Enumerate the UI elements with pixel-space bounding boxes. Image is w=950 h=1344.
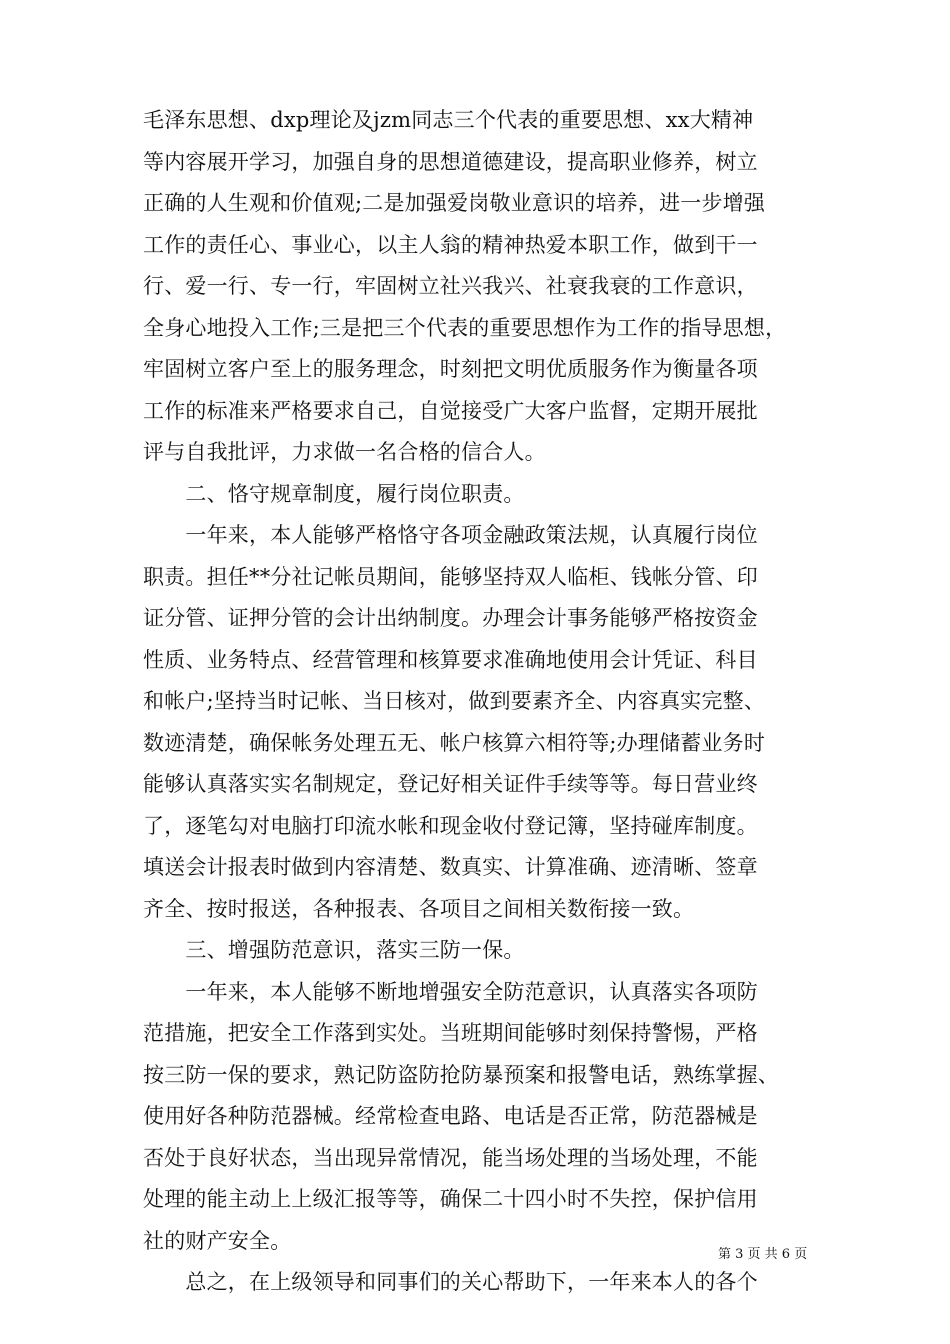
text-line: 范措施，把安全工作落到实处。当班期间能够时刻保持警惕，严格 bbox=[143, 1021, 758, 1045]
text-line: 总之，在上级领导和同事们的关心帮助下，一年来本人的各个 bbox=[143, 1270, 758, 1294]
text-line: 等内容展开学习，加强自身的思想道德建设，提高职业修养，树立 bbox=[143, 149, 758, 174]
text-line: 毛泽东思想、dxp理论及jzm同志三个代表的重要思想、xx大精神 bbox=[143, 108, 754, 132]
text-line: 职责。担任**分社记帐员期间，能够坚持双人临柜、钱帐分管、印 bbox=[143, 564, 758, 589]
text-line: 齐全、按时报送，各种报表、各项目之间相关数衔接一致。 bbox=[143, 896, 695, 921]
text-line: 社的财产安全。 bbox=[143, 1228, 292, 1253]
text-line: 一年来，本人能够不断地增强安全防范意识，认真落实各项防 bbox=[143, 979, 758, 1004]
text-line: 工作的责任心、事业心，以主人翁的精神热爱本职工作，做到干一 bbox=[143, 232, 758, 257]
text-line: 性质、业务特点、经营管理和核算要求准确地使用会计凭证、科目 bbox=[143, 647, 758, 672]
section-heading: 二、恪守规章制度，履行岗位职责。 bbox=[143, 481, 525, 506]
text-line: 填送会计报表时做到内容清楚、数真实、计算准确、迹清晰、签章 bbox=[143, 855, 758, 879]
page-number-footer: 第 3 页 共 6 页 bbox=[718, 1247, 808, 1262]
text-line: 一年来，本人能够严格恪守各项金融政策法规，认真履行岗位 bbox=[143, 523, 758, 547]
text-line: 按三防一保的要求，熟记防盗防抢防暴预案和报警电话，熟练掌握、 bbox=[143, 1062, 779, 1087]
text-line: 全身心地投入工作;三是把三个代表的重要思想作为工作的指导思想， bbox=[143, 315, 787, 340]
text-line: 处理的能主动上上级汇报等等，确保二十四小时不失控，保护信用 bbox=[143, 1187, 758, 1211]
text-line: 能够认真落实实名制规定，登记好相关证件手续等等。每日营业终 bbox=[143, 772, 758, 796]
text-line: 工作的标准来严格要求自己，自觉接受广大客户监督，定期开展批 bbox=[143, 398, 758, 423]
text-line: 数迹清楚，确保帐务处理五无、帐户核算六相符等;办理储蓄业务时 bbox=[143, 730, 766, 755]
text-line: 和帐户;坚持当时记帐、当日核对，做到要素齐全、内容真实完整、 bbox=[143, 689, 766, 713]
text-line: 证分管、证押分管的会计出纳制度。办理会计事务能够严格按资金 bbox=[143, 606, 758, 630]
text-line: 使用好各种防范器械。经常检查电路、电话是否正常，防范器械是 bbox=[143, 1104, 758, 1128]
text-line: 行、爱一行、专一行，牢固树立社兴我兴、社衰我衰的工作意识， bbox=[143, 274, 758, 298]
text-line: 牢固树立客户至上的服务理念，时刻把文明优质服务作为衡量各项 bbox=[143, 357, 758, 381]
section-heading: 三、增强防范意识，落实三防一保。 bbox=[143, 938, 525, 962]
text-line: 了，逐笔勾对电脑打印流水帐和现金收付登记簿，坚持碰库制度。 bbox=[143, 813, 758, 838]
text-line: 正确的人生观和价值观;二是加强爱岗敬业意识的培养，进一步增强 bbox=[143, 191, 766, 215]
text-line: 评与自我批评，力求做一名合格的信合人。 bbox=[143, 440, 546, 464]
body-text bbox=[143, 100, 823, 1304]
text-line: 否处于良好状态，当出现异常情况，能当场处理的当场处理，不能 bbox=[143, 1145, 758, 1170]
